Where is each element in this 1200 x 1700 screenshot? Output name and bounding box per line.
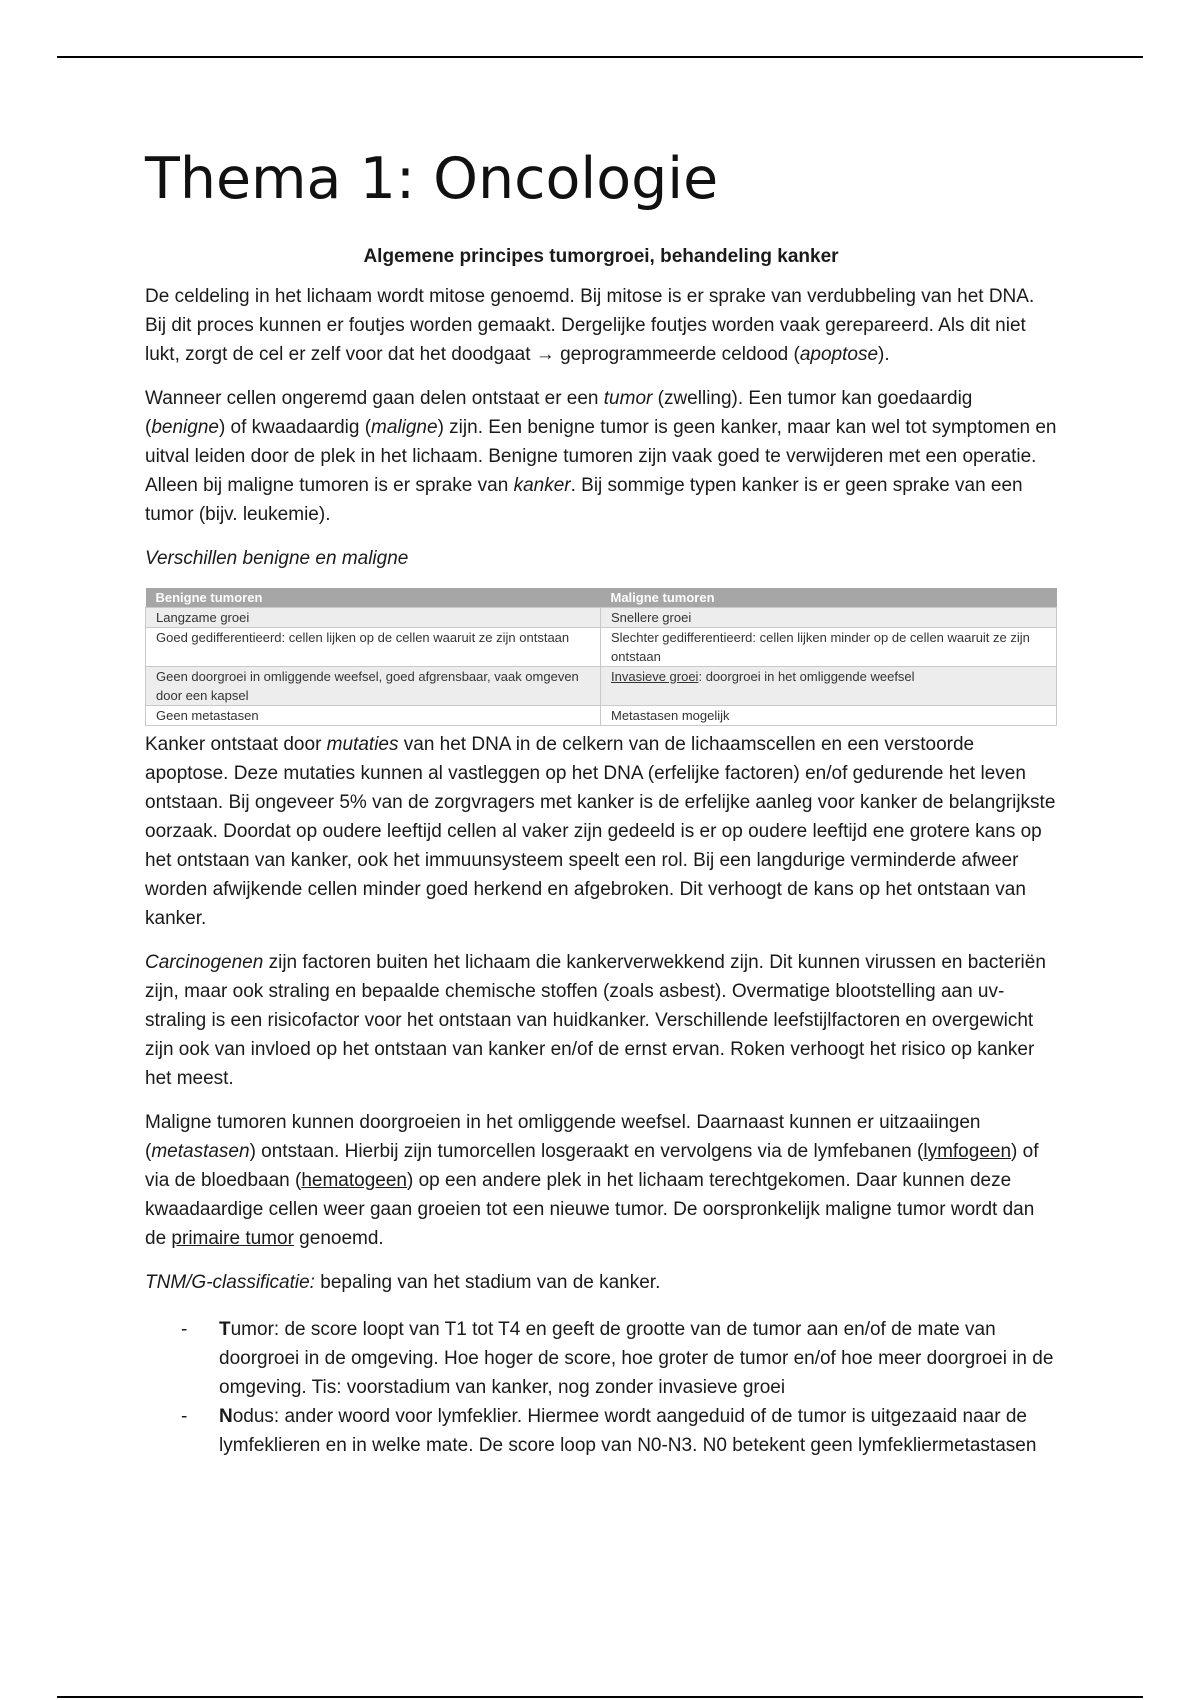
table-header-cell: Maligne tumoren [601, 588, 1057, 608]
section-subtitle: Algemene principes tumorgroei, behandeling kanker [363, 246, 839, 267]
page-title: Thema 1: Oncologie [145, 146, 719, 212]
table-cell: Slechter gedifferentieerd: cellen lijken minder op de cellen waaruit ze zijn ontstaan [601, 628, 1057, 667]
table-row [146, 628, 1057, 667]
table-cell: Snellere groei [601, 608, 1057, 628]
table-cell: Geen doorgroei in omliggende weefsel, goed afgrensbaar, vaak omgeven door een kapsel [146, 667, 601, 706]
table-row [146, 706, 1057, 726]
list-item: - Nodus: ander woord voor lymfeklier. Hiermee wordt aangeduid of de tumor is uitgezaaid naar de lymfeklieren en in welke mate. De score loop van N0-N3. N0 betekent geen lymfekliermetastasen [181, 1406, 1037, 1456]
footer-rule [57, 1696, 1143, 1698]
header-rule [57, 56, 1143, 58]
paragraph-mutaties: Kanker ontstaat door mutaties van het DNA in de celkern van de lichaamscellen en een verstoorde apoptose. Deze mutaties kunnen al vastleggen op het DNA (erfelijke factoren) en/of gedurende het leven ontstaan. Bij ongeveer 5% van de zorgvragers met kanker is de erfelijke aanleg voor kanker de belangrijkste oorzaak. Doordat op oudere leeftijd cellen al vaker zijn gedeeld is er op oudere leeftijd ene grotere kans op het ontstaan van kanker, ook het immuunsysteem speelt een rol. Bij een langdurige verminderde afweer worden afwijkende cellen minder goed herkend en afgebroken. Dit verhoogt de kans op het ontstaan van kanker. [145, 734, 1056, 929]
table-header-row [146, 588, 1057, 608]
table-row [146, 608, 1057, 628]
document-body [145, 140, 1057, 1460]
comparison-table [145, 588, 1057, 726]
paragraph-tnm: TNM/G-classificatie: bepaling van het stadium van de kanker. [145, 1272, 661, 1293]
list-item: - Tumor: de score loopt van T1 tot T4 en geeft de grootte van de tumor aan en/of de mate van doorgroei in de omgeving. Hoe hoger de score, hoe groter de tumor en/of hoe meer doorgroei in de omgeving. Tis: voorstadium van kanker, nog zonder invasieve groei [181, 1319, 1054, 1398]
table-cell: Metastasen mogelijk [601, 706, 1057, 726]
table-header-cell: Benigne tumoren [146, 588, 601, 608]
table-row [146, 667, 1057, 706]
table-heading: Verschillen benigne en maligne [145, 548, 409, 569]
table-cell: Invasieve groei: doorgroei in het omliggende weefsel [601, 667, 1057, 706]
paragraph-mitose: De celdeling in het lichaam wordt mitose genoemd. Bij mitose is er sprake van verdubbeling van het DNA. Bij dit proces kunnen er foutjes worden gemaakt. Dergelijke foutjes worden vaak gerepareerd. Als dit niet lukt, zorgt de cel er zelf voor dat het doodgaat → geprogrammeerde celdood (apoptose). [145, 286, 1035, 365]
table-cell: Langzame groei [146, 608, 601, 628]
table-cell: Geen metastasen [146, 706, 601, 726]
paragraph-tumor: Wanneer cellen ongeremd gaan delen ontstaat er een tumor (zwelling). Een tumor kan goedaardig (benigne) of kwaadaardig (maligne) zijn. Een benigne tumor is geen kanker, maar kan wel tot symptomen en uitval leiden door de plek in het lichaam. Benigne tumoren zijn vaak goed te verwijderen met een operatie. Alleen bij maligne tumoren is er sprake van kanker. Bij sommige typen kanker is er geen sprake van een tumor (bijv. leukemie). [145, 388, 1057, 525]
paragraph-carcinogenen: Carcinogenen zijn factoren buiten het lichaam die kankerverwekkend zijn. Dit kunnen virussen en bacteriën zijn, maar ook straling en bepaalde chemische stoffen (zoals asbest). Overmatige blootstelling aan uv-straling is een risicofactor voor het ontstaan van huidkanker. Verschillende leefstijlfactoren en overgewicht zijn ook van invloed op het ontstaan van kanker en/of de ernst ervan. Roken verhoogt het risico op kanker het meest. [145, 952, 1046, 1089]
paragraph-metastasen: Maligne tumoren kunnen doorgroeien in het omliggende weefsel. Daarnaast kunnen er uitzaaiingen (metastasen) ontstaan. Hierbij zijn tumorcellen losgeraakt en vervolgens via de lymfebanen (lymfogeen) of via de bloedbaan (hematogeen) op een andere plek in het lichaam terechtgekomen. Daar kunnen deze kwaadaardige cellen weer gaan groeien tot een nieuwe tumor. De oorspronkelijk maligne tumor wordt dan de primaire tumor genoemd. [145, 1112, 1039, 1249]
table-cell: Goed gedifferentieerd: cellen lijken op de cellen waaruit ze zijn ontstaan [146, 628, 601, 667]
tnm-list [145, 1315, 1057, 1460]
